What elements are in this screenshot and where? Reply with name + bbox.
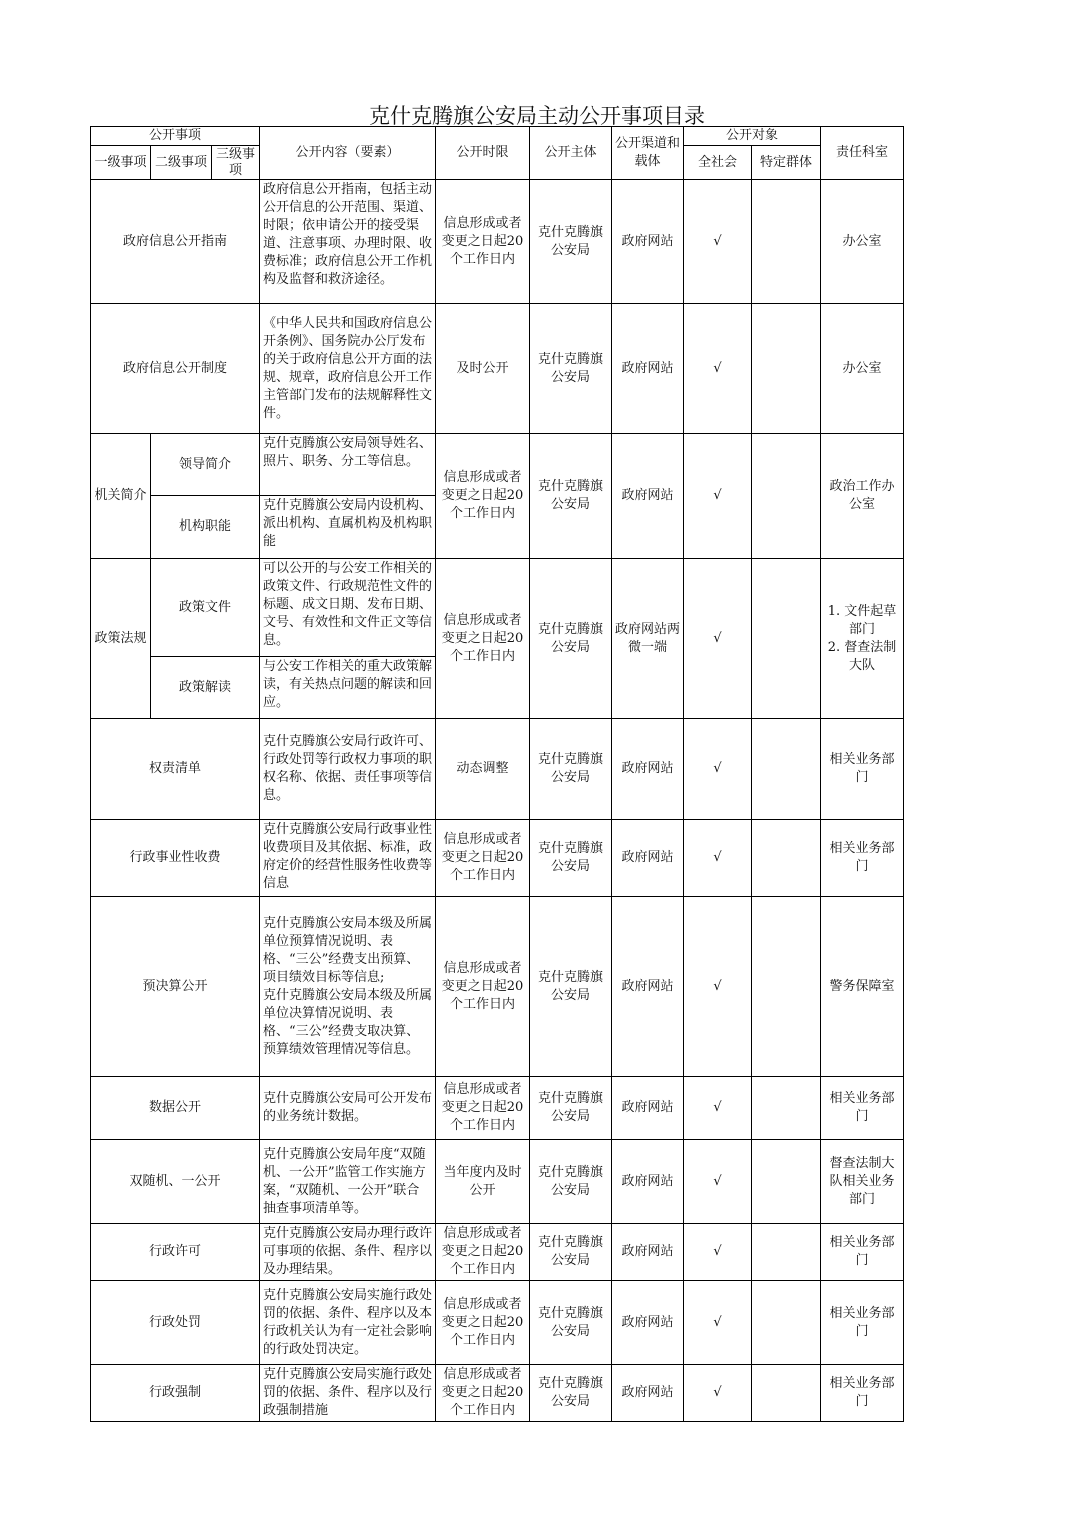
channel-cell: 政府网站 [612, 820, 684, 897]
subitem-cell: 领导简介 [151, 434, 260, 496]
table-row [91, 820, 904, 897]
time-cell: 信息形成或者变更之日起20个工作日内 [436, 1281, 530, 1365]
check-mark: √ [684, 559, 752, 719]
item-cell: 权责清单 [91, 719, 260, 820]
dept-cell: 相关业务部门 [821, 1365, 904, 1422]
subject-cell: 克什克腾旗公安局 [530, 719, 612, 820]
subject-cell: 克什克腾旗公安局 [530, 1281, 612, 1365]
content-cell: 《中华人民共和国政府信息公开条例》、国务院办公厅发布的关于政府信息公开方面的法规、规章，政府信息公开工作主管部门发布的法规解释性文件。 [260, 304, 436, 434]
dept-cell: 办公室 [821, 180, 904, 304]
specific-cell [752, 304, 821, 434]
table-row [91, 180, 904, 304]
check-mark: √ [684, 820, 752, 897]
check-mark: √ [684, 1077, 752, 1140]
subject-cell: 克什克腾旗公安局 [530, 1224, 612, 1281]
item-cell: 数据公开 [91, 1077, 260, 1140]
specific-cell [752, 1077, 821, 1140]
content-cell: 克什克腾旗公安局内设机构、派出机构、直属机构及机构职能 [260, 496, 436, 559]
table-row [91, 1140, 904, 1224]
channel-cell: 政府网站 [612, 1365, 684, 1422]
item-cell: 行政处罚 [91, 1281, 260, 1365]
specific-cell [752, 1365, 821, 1422]
time-cell: 信息形成或者变更之日起20个工作日内 [436, 1224, 530, 1281]
item-cell: 政府信息公开制度 [91, 304, 260, 434]
subject-cell: 克什克腾旗公安局 [530, 820, 612, 897]
specific-cell [752, 559, 821, 719]
channel-cell: 政府网站 [612, 1224, 684, 1281]
dept-cell: 1. 文件起草部门 2. 督查法制大队 [821, 559, 904, 719]
content-cell: 克什克腾旗公安局实施行政处罚的依据、条件、程序以及本行政机关认为有一定社会影响的行政处罚决定。 [260, 1281, 436, 1365]
table-row [91, 1077, 904, 1140]
time-cell: 信息形成或者变更之日起20个工作日内 [436, 1365, 530, 1422]
specific-cell [752, 1281, 821, 1365]
check-mark: √ [684, 897, 752, 1077]
time-cell: 信息形成或者变更之日起20个工作日内 [436, 180, 530, 304]
subject-cell: 克什克腾旗公安局 [530, 559, 612, 719]
subject-cell: 克什克腾旗公安局 [530, 434, 612, 559]
check-mark: √ [684, 1224, 752, 1281]
dept-cell: 相关业务部门 [821, 1281, 904, 1365]
check-mark: √ [684, 180, 752, 304]
time-cell: 信息形成或者变更之日起20个工作日内 [436, 897, 530, 1077]
dept-cell: 办公室 [821, 304, 904, 434]
header-specific: 特定群体 [752, 146, 821, 180]
header-target: 公开对象 [684, 127, 821, 146]
content-cell: 与公安工作相关的重大政策解读，有关热点问题的解读和回应。 [260, 657, 436, 719]
subject-cell: 克什克腾旗公安局 [530, 1365, 612, 1422]
specific-cell [752, 719, 821, 820]
header-all-society: 全社会 [684, 146, 752, 180]
specific-cell [752, 434, 821, 559]
category-cell: 政策法规 [91, 559, 151, 719]
check-mark: √ [684, 1365, 752, 1422]
header-level3: 三级事项 [212, 146, 260, 180]
specific-cell [752, 1224, 821, 1281]
channel-cell: 政府网站 [612, 304, 684, 434]
specific-cell [752, 897, 821, 1077]
content-cell: 克什克腾旗公安局实施行政处罚的依据、条件、程序以及行政强制措施 [260, 1365, 436, 1422]
channel-cell: 政府网站 [612, 1077, 684, 1140]
item-cell: 双随机、一公开 [91, 1140, 260, 1224]
specific-cell [752, 1140, 821, 1224]
header-row-1 [91, 127, 904, 146]
subitem-cell: 机构职能 [151, 496, 260, 559]
table-row [91, 719, 904, 820]
header-level1: 一级事项 [91, 146, 151, 180]
table-row [91, 897, 904, 1077]
dept-cell: 相关业务部门 [821, 820, 904, 897]
subitem-cell: 政策文件 [151, 559, 260, 657]
check-mark: √ [684, 304, 752, 434]
content-cell: 可以公开的与公安工作相关的政策文件、行政规范性文件的标题、成文日期、发布日期、文号、有效性和文件正文等信息。 [260, 559, 436, 657]
time-cell: 信息形成或者变更之日起20个工作日内 [436, 1077, 530, 1140]
channel-cell: 政府网站 [612, 719, 684, 820]
specific-cell [752, 180, 821, 304]
subject-cell: 克什克腾旗公安局 [530, 897, 612, 1077]
item-cell: 预决算公开 [91, 897, 260, 1077]
content-cell: 克什克腾旗公安局年度“双随机、一公开”监管工作实施方案，“双随机、一公开”联合抽查事项清单等。 [260, 1140, 436, 1224]
channel-cell: 政府网站 [612, 897, 684, 1077]
header-content: 公开内容（要素） [260, 127, 436, 180]
header-channel: 公开渠道和载体 [612, 127, 684, 180]
channel-cell: 政府网站 [612, 1281, 684, 1365]
check-mark: √ [684, 1281, 752, 1365]
disclosure-table [90, 126, 904, 1422]
header-level2: 二级事项 [151, 146, 212, 180]
specific-cell [752, 820, 821, 897]
channel-cell: 政府网站 [612, 1140, 684, 1224]
subitem-cell: 政策解读 [151, 657, 260, 719]
item-cell: 行政强制 [91, 1365, 260, 1422]
time-cell: 信息形成或者变更之日起20个工作日内 [436, 559, 530, 719]
dept-cell: 警务保障室 [821, 897, 904, 1077]
item-cell: 行政事业性收费 [91, 820, 260, 897]
subject-cell: 克什克腾旗公安局 [530, 304, 612, 434]
time-cell: 信息形成或者变更之日起20个工作日内 [436, 434, 530, 559]
table-row [91, 1224, 904, 1281]
table-row [91, 304, 904, 434]
subject-cell: 克什克腾旗公安局 [530, 1140, 612, 1224]
table-row [91, 434, 904, 496]
time-cell: 信息形成或者变更之日起20个工作日内 [436, 820, 530, 897]
item-cell: 行政许可 [91, 1224, 260, 1281]
header-items: 公开事项 [91, 127, 260, 146]
channel-cell: 政府网站两微一端 [612, 559, 684, 719]
content-cell: 克什克腾旗公安局可公开发布的业务统计数据。 [260, 1077, 436, 1140]
time-cell: 当年度内及时公开 [436, 1140, 530, 1224]
channel-cell: 政府网站 [612, 180, 684, 304]
dept-cell: 政治工作办公室 [821, 434, 904, 559]
table-row [91, 1365, 904, 1422]
category-cell: 机关简介 [91, 434, 151, 559]
subject-cell: 克什克腾旗公安局 [530, 180, 612, 304]
check-mark: √ [684, 1140, 752, 1224]
time-cell: 及时公开 [436, 304, 530, 434]
subject-cell: 克什克腾旗公安局 [530, 1077, 612, 1140]
item-cell: 政府信息公开指南 [91, 180, 260, 304]
channel-cell: 政府网站 [612, 434, 684, 559]
dept-cell: 督查法制大队相关业务部门 [821, 1140, 904, 1224]
header-dept: 责任科室 [821, 127, 904, 180]
content-cell: 克什克腾旗公安局本级及所属单位预算情况说明、表格、“三公”经费支出预算、项目绩效目标等信息; 克什克腾旗公安局本级及所属单位决算情况说明、表格、“三公”经费支取决算、预算绩效管理情况等信息。 [260, 897, 436, 1077]
check-mark: √ [684, 434, 752, 559]
content-cell: 克什克腾旗公安局行政事业性收费项目及其依据、标准，政府定价的经营性服务性收费等信息 [260, 820, 436, 897]
content-cell: 克什克腾旗公安局办理行政许可事项的依据、条件、程序以及办理结果。 [260, 1224, 436, 1281]
dept-cell: 相关业务部门 [821, 1224, 904, 1281]
table-row [91, 559, 904, 657]
check-mark: √ [684, 719, 752, 820]
dept-cell: 相关业务部门 [821, 1077, 904, 1140]
content-cell: 克什克腾旗公安局行政许可、行政处罚等行政权力事项的职权名称、依据、责任事项等信息。 [260, 719, 436, 820]
header-subject: 公开主体 [530, 127, 612, 180]
header-time: 公开时限 [436, 127, 530, 180]
content-cell: 克什克腾旗公安局领导姓名、照片、职务、分工等信息。 [260, 434, 436, 496]
table-row [91, 1281, 904, 1365]
content-cell: 政府信息公开指南，包括主动公开信息的公开范围、渠道、时限；依申请公开的接受渠道、注意事项、办理时限、收费标准；政府信息公开工作机构及监督和救济途径。 [260, 180, 436, 304]
dept-cell: 相关业务部门 [821, 719, 904, 820]
page-title: 克什克腾旗公安局主动公开事项目录 [369, 104, 705, 128]
time-cell: 动态调整 [436, 719, 530, 820]
